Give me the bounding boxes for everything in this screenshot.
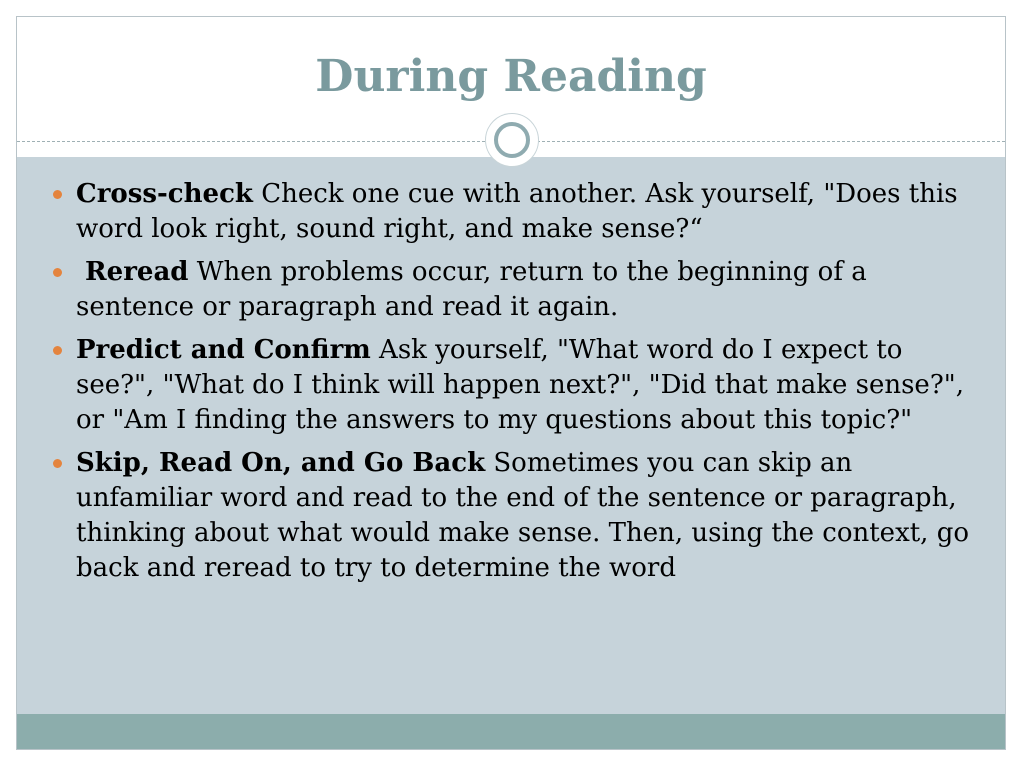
bullet-text: Check one cue with another. Ask yourself, "Does this word look right, sound right, and make sense?“ bbox=[76, 179, 958, 244]
circle-ring-icon bbox=[486, 114, 538, 166]
slide-title: During Reading bbox=[315, 51, 707, 102]
dot-bullet-icon bbox=[53, 268, 62, 277]
bullet-item-reread bbox=[51, 255, 971, 325]
footer-bar bbox=[17, 714, 1005, 749]
circle-ring-inner bbox=[494, 122, 530, 158]
dot-bullet-icon bbox=[53, 459, 62, 468]
dot-bullet-icon bbox=[53, 190, 62, 199]
bullet-term: Skip, Read On, and Go Back bbox=[76, 448, 486, 478]
bullet-term: Cross-check bbox=[76, 179, 253, 209]
bullet-text: When problems occur, return to the beginning of a sentence or paragraph and read it again. bbox=[76, 257, 867, 322]
bullet-item-skip-read-on-go-back bbox=[51, 446, 971, 586]
bullet-term: Reread bbox=[76, 257, 189, 287]
bullet-item-cross-check bbox=[51, 177, 971, 247]
bullet-text: Sometimes you can skip an unfamiliar word and read to the end of the sentence or paragraph, thinking about what would make sense. Then, using the context, go back and reread to try to determine the word bbox=[76, 448, 970, 583]
bullet-item-predict-and-confirm bbox=[51, 333, 971, 438]
bullet-list bbox=[51, 177, 971, 594]
dot-bullet-icon bbox=[53, 346, 62, 355]
bullet-text: Ask yourself, "What word do I expect to see?", "What do I think will happen next?", "Did that make sense?", or "Am I finding the answers to my questions about this topic?" bbox=[76, 335, 964, 435]
slide bbox=[16, 16, 1006, 750]
bullet-term: Predict and Confirm bbox=[76, 335, 371, 365]
